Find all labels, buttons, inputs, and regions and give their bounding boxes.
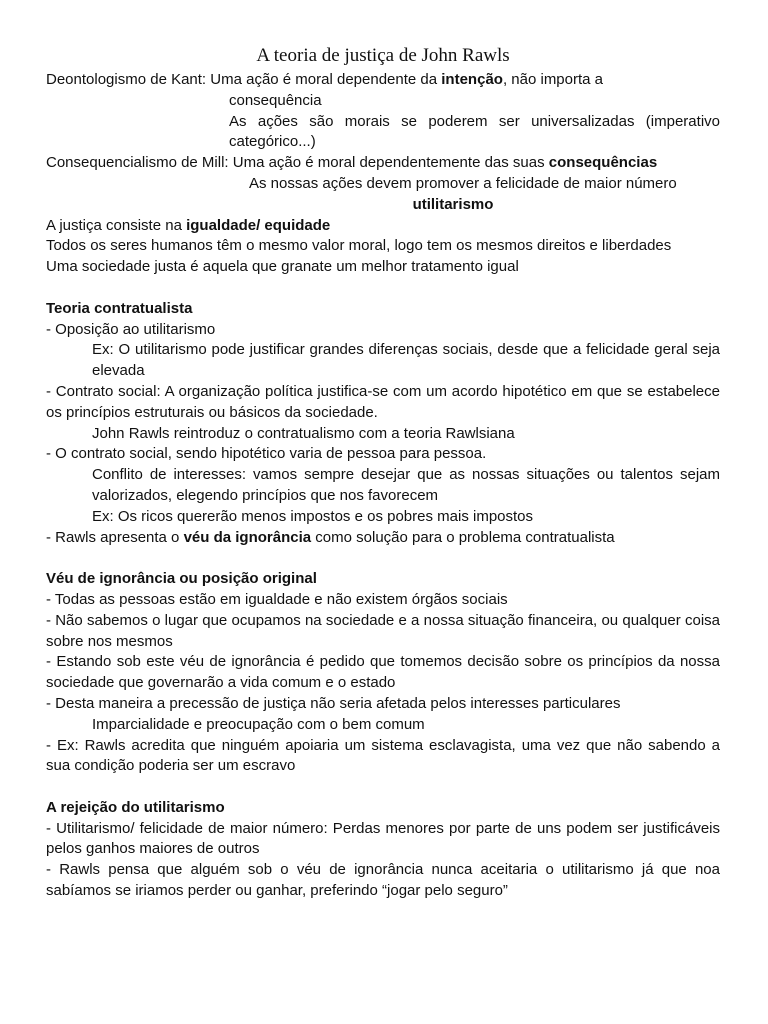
justice-line3: Uma sociedade justa é aquela que granate um melhor tratamento igual [46, 258, 519, 276]
veu-l6: - Ex: Rawls acredita que ninguém apoiaria um sistema esclavagista, uma vez que não sabendo a sua condição poderia ser um escravo [46, 736, 720, 775]
contratualista-l5: - O contrato social, sendo hipotético varia de pessoa para pessoa. [46, 445, 487, 463]
contratualista-l8-text: - Rawls apresenta o [46, 528, 184, 546]
contratualista-section [46, 299, 720, 549]
contratualista-l4: John Rawls reintroduz o contratualismo com a teoria Rawlsiana [92, 424, 515, 442]
contratualista-l8-suffix: como solução para o problema contratualista [311, 528, 615, 546]
mill-line2: As nossas ações devem promover a felicidade de maior número [249, 174, 677, 192]
veu-heading: Véu de ignorância ou posição original [46, 570, 317, 588]
mill-line [46, 153, 720, 174]
veu-l5: Imparcialidade e preocupação com o bem comum [92, 715, 425, 733]
kant-section [46, 70, 720, 153]
veu-l1: - Todas as pessoas estão em igualdade e não existem órgãos sociais [46, 590, 508, 608]
rejeicao-l1: - Utilitarismo/ felicidade de maior número: Perdas menores por parte de uns podem ser justificáveis pelos ganhos maiores de outros [46, 819, 720, 858]
veu-l4: - Desta maneira a precessão de justiça não seria afetada pelos interesses particulares [46, 694, 621, 712]
spacer [46, 278, 720, 299]
contratualista-l3: - Contrato social: A organização política justifica-se com um acordo hipotético em que se estabelece os princípios estruturais ou básicos da sociedade. [46, 382, 720, 421]
mill-section [46, 153, 720, 215]
contratualista-heading: Teoria contratualista [46, 299, 193, 317]
kant-cont: consequência [229, 91, 322, 109]
veu-l3: - Estando sob este véu de ignorância é pedido que tomemos decisão sobre os princípios da nossa sociedade que governarão a vida comum e o estado [46, 653, 720, 692]
justice-line [46, 216, 720, 237]
contratualista-l7: Ex: Os ricos quererão menos impostos e os pobres mais impostos [92, 507, 534, 525]
contratualista-l8 [46, 528, 720, 549]
spacer [46, 548, 720, 569]
kant-bold: intenção [441, 71, 503, 88]
mill-bold: consequências [548, 154, 658, 172]
justice-text: A justiça consiste na [46, 216, 187, 234]
contratualista-l8-bold: véu da ignorância [183, 528, 312, 546]
contratualista-l1: - Oposição ao utilitarismo [46, 320, 216, 338]
contratualista-l6: Conflito de interesses: vamos sempre desejar que as nossas situações ou talentos sejam valorizados, elegendo princípios que nos favorecem [92, 466, 720, 504]
justice-line2: Todos os seres humanos têm o mesmo valor moral, logo tem os mesmos direitos e liberdades [46, 237, 672, 255]
contratualista-l2: Ex: O utilitarismo pode justificar grandes diferenças sociais, desde que a felicidade geral seja elevada [92, 341, 720, 380]
kant-line2: As ações são morais se poderem ser universalizadas (imperativo categórico...) [229, 112, 720, 151]
kant-line [46, 70, 720, 91]
rejeicao-section [46, 798, 720, 902]
mill-label: utilitarismo [412, 195, 494, 213]
kant-text: Deontologismo de Kant: Uma ação é moral dependente da [46, 71, 442, 88]
veu-section [46, 569, 720, 777]
rejeicao-l2: - Rawls pensa que alguém sob o véu de ignorância nunca aceitaria o utilitarismo já que noa sabíamos se iriamos perder ou ganhar, preferindo “jogar pelo seguro” [46, 861, 720, 900]
mill-text: Consequencialismo de Mill: Uma ação é moral dependentemente das suas [46, 154, 549, 172]
spacer [46, 777, 720, 798]
justice-section [46, 216, 720, 278]
veu-l2: - Não sabemos o lugar que ocupamos na sociedade e a nossa situação financeira, ou qualquer coisa sobre nos mesmos [46, 611, 720, 650]
justice-bold: igualdade/ equidade [186, 216, 331, 234]
kant-suffix: , não importa a [502, 71, 604, 88]
rejeicao-heading: A rejeição do utilitarismo [46, 798, 225, 816]
page-title: A teoria de justiça de John Rawls [256, 45, 510, 66]
